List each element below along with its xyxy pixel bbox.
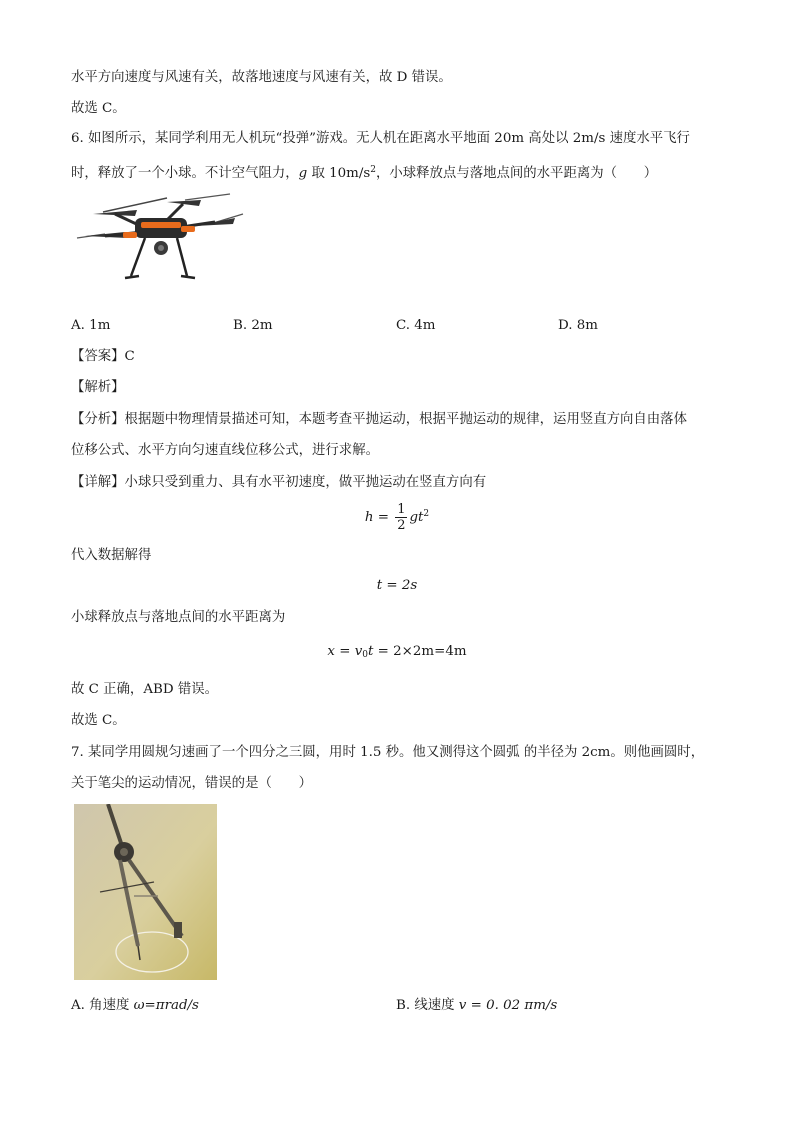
formula-time: t = 2s — [376, 578, 418, 593]
analysis-text-cont: 位移公式、水平方向匀速直线位移公式，进行求解。 — [71, 443, 379, 458]
question-6-stem: 6. 如图所示，某同学利用无人机玩“投弹”游戏。无人机在距离水平地面 20m 高处以 2m/s 速度水平飞行 — [71, 131, 690, 146]
option-c: C. 4m — [396, 318, 436, 333]
substitute-text: 代入数据解得 — [71, 548, 152, 563]
drone-image — [75, 192, 247, 284]
detail-text: 【详解】小球只受到重力、具有水平初速度，做平抛运动在竖直方向有 — [71, 475, 487, 490]
compass-photo — [74, 804, 217, 980]
option-b: B. 2m — [233, 318, 273, 333]
answer-label: 【答案】C — [71, 349, 135, 364]
choose-text: 故选 C。 — [71, 713, 126, 728]
analysis-text: 【分析】根据题中物理情景描述可知，本题考查平抛运动，根据平抛运动的规律，运用竖直方向自由落体 — [71, 412, 687, 427]
formula-distance: $x = v_0t = 2\times 2m=4m$ — [327, 644, 467, 660]
question-6-stem-cont: 时，释放了一个小球。不计空气阻力，g 取 $10m/s^2$，小球释放点与落地点间的水平距离为（ ） — [71, 165, 658, 181]
option-d: D. 8m — [558, 318, 598, 333]
distance-intro: 小球释放点与落地点间的水平距离为 — [71, 610, 286, 625]
option-a: A. 1m — [71, 318, 111, 333]
question-7-stem: 7. 某同学用圆规匀速画了一个四分之三圆，用时 1.5 秒。他又测得这个圆弧 的半径为 2cm。则他画圆时， — [71, 745, 705, 760]
q7-option-a: A. 角速度 ω=πrad/s — [71, 998, 199, 1013]
analysis-title: 【解析】 — [71, 380, 125, 395]
formula-free-fall: h = $\frac{1}{2}$ $gt^2$ — [364, 502, 430, 533]
question-7-stem-cont: 关于笔尖的运动情况，错误的是（ ） — [71, 776, 313, 791]
fraction: $\frac{1}{2}$ — [397, 502, 406, 533]
q7-option-b: B. 线速度 v = 0. 02 πm/s — [396, 998, 558, 1013]
conclusion-text: 故 C 正确，ABD 错误。 — [71, 682, 218, 697]
text-line: 故选 C。 — [71, 101, 126, 116]
text-line: 水平方向速度与风速有关，故落地速度与风速有关，故 D 错误。 — [71, 70, 452, 85]
